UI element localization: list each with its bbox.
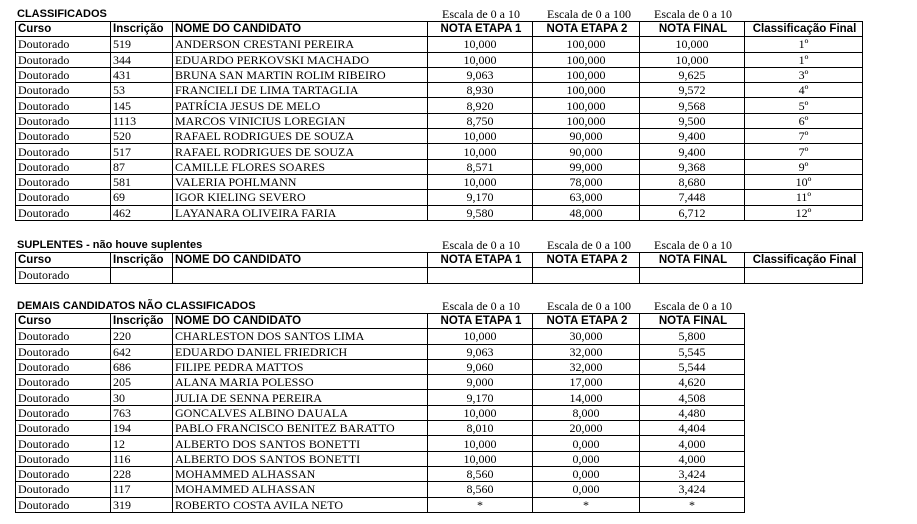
cell-inscricao: 53: [111, 83, 173, 98]
cell-nota1: 10,000: [428, 451, 533, 466]
suplentes-table: [15, 252, 863, 284]
cell-nota1: *: [428, 497, 533, 512]
cell-curso: Doutorado: [16, 52, 111, 67]
table-row: [16, 67, 863, 82]
col-header-nota2: NOTA ETAPA 2: [533, 314, 640, 329]
cell-classificacao: 9º: [745, 159, 863, 174]
cell-inscricao: 117: [111, 482, 173, 497]
cell-inscricao: 116: [111, 451, 173, 466]
cell-inscricao: 194: [111, 421, 173, 436]
cell-nota1: 8,930: [428, 83, 533, 98]
cell-nota-final: 5,800: [640, 329, 745, 344]
cell-nome: CHARLESTON DOS SANTOS LIMA: [173, 329, 428, 344]
cell-nota-final: 10,000: [640, 52, 745, 67]
cell-nota-final: 9,400: [640, 129, 745, 144]
section-header: [15, 299, 745, 313]
cell-nome: GONCALVES ALBINO DAUALA: [173, 405, 428, 420]
cell-inscricao: 30: [111, 390, 173, 405]
cell-nome: MARCOS VINICIUS LOREGIAN: [173, 113, 428, 128]
cell-nota2: 78,000: [533, 174, 640, 189]
cell-nome: MOHAMMED ALHASSAN: [173, 482, 428, 497]
cell-classificacao: 7º: [745, 144, 863, 159]
cell-classificacao: [745, 268, 863, 283]
table-row: [16, 98, 863, 113]
col-header-inscricao: Inscrição: [111, 314, 173, 329]
cell-curso: Doutorado: [16, 205, 111, 220]
cell-nota1: 9,063: [428, 344, 533, 359]
cell-nota2: 20,000: [533, 421, 640, 436]
cell-inscricao: 344: [111, 52, 173, 67]
cell-nome: FILIPE PEDRA MATTOS: [173, 359, 428, 374]
cell-nota-final: 3,424: [640, 466, 745, 481]
section-demais: [15, 299, 745, 513]
cell-inscricao: 642: [111, 344, 173, 359]
cell-nota2: 0,000: [533, 482, 640, 497]
cell-nota1: 8,560: [428, 466, 533, 481]
section-suplentes: [15, 238, 863, 284]
cell-nota2: 63,000: [533, 190, 640, 205]
table-row: [16, 359, 745, 374]
cell-nome: RAFAEL RODRIGUES DE SOUZA: [173, 129, 428, 144]
cell-nota1: 10,000: [428, 129, 533, 144]
cell-nome: ROBERTO COSTA AVILA NETO: [173, 497, 428, 512]
table-row: [16, 52, 863, 67]
cell-nota1: 9,170: [428, 190, 533, 205]
cell-nota2: 100,000: [533, 52, 640, 67]
cell-curso: Doutorado: [16, 436, 111, 451]
table-row: [16, 390, 745, 405]
table-row: [16, 451, 745, 466]
col-header-nota1: NOTA ETAPA 1: [428, 253, 533, 268]
cell-inscricao: 205: [111, 375, 173, 390]
cell-nota1: [428, 268, 533, 283]
col-header-nome: NOME DO CANDIDATO: [173, 253, 428, 268]
cell-nota-final: 6,712: [640, 205, 745, 220]
cell-nota1: 9,580: [428, 205, 533, 220]
cell-classificacao: 11º: [745, 190, 863, 205]
section-classificados: [15, 7, 863, 221]
scale-label-final: Escala de 0 a 10: [654, 238, 732, 252]
cell-curso: Doutorado: [16, 83, 111, 98]
cell-nota1: 9,063: [428, 67, 533, 82]
cell-nota2: 100,000: [533, 113, 640, 128]
cell-inscricao: 228: [111, 466, 173, 481]
cell-curso: Doutorado: [16, 159, 111, 174]
cell-inscricao: 517: [111, 144, 173, 159]
cell-nota-final: 10,000: [640, 37, 745, 52]
col-header-nota2: NOTA ETAPA 2: [533, 22, 640, 37]
table-row: [16, 436, 745, 451]
table-row: [16, 268, 863, 283]
cell-nome: ALBERTO DOS SANTOS BONETTI: [173, 436, 428, 451]
col-header-nota1: NOTA ETAPA 1: [428, 22, 533, 37]
cell-nota-final: 4,508: [640, 390, 745, 405]
table-row: [16, 421, 745, 436]
scale-label-final: Escala de 0 a 10: [654, 7, 732, 21]
cell-nota2: 0,000: [533, 436, 640, 451]
cell-nota1: 10,000: [428, 436, 533, 451]
cell-nome: PABLO FRANCISCO BENITEZ BARATTO: [173, 421, 428, 436]
col-header-nota2: NOTA ETAPA 2: [533, 253, 640, 268]
cell-classificacao: 12º: [745, 205, 863, 220]
cell-nota1: 9,000: [428, 375, 533, 390]
table-row: [16, 375, 745, 390]
cell-nota2: 99,000: [533, 159, 640, 174]
cell-nome: MOHAMMED ALHASSAN: [173, 466, 428, 481]
section-title: DEMAIS CANDIDATOS NÃO CLASSIFICADOS: [17, 300, 256, 312]
table-row: [16, 159, 863, 174]
classificados-table: [15, 21, 863, 221]
cell-curso: Doutorado: [16, 497, 111, 512]
cell-curso: Doutorado: [16, 98, 111, 113]
cell-nome: FRANCIELI DE LIMA TARTAGLIA: [173, 83, 428, 98]
section-title: SUPLENTES - não houve suplentes: [17, 239, 203, 251]
cell-nota1: 10,000: [428, 144, 533, 159]
cell-nota1: 10,000: [428, 174, 533, 189]
cell-inscricao: 69: [111, 190, 173, 205]
cell-curso: Doutorado: [16, 359, 111, 374]
cell-nota-final: 4,480: [640, 405, 745, 420]
section-header: [15, 7, 863, 21]
cell-nome: JULIA DE SENNA PEREIRA: [173, 390, 428, 405]
cell-nota2: 8,000: [533, 405, 640, 420]
cell-nota2: 100,000: [533, 83, 640, 98]
cell-nota-final: 4,000: [640, 436, 745, 451]
col-header-nota-final: NOTA FINAL: [640, 253, 745, 268]
demais-table: [15, 313, 745, 513]
cell-classificacao: 10º: [745, 174, 863, 189]
scale-label-etapa2: Escala de 0 a 100: [547, 238, 631, 252]
cell-nota-final: 9,568: [640, 98, 745, 113]
cell-nota2: 32,000: [533, 344, 640, 359]
cell-nome: RAFAEL RODRIGUES DE SOUZA: [173, 144, 428, 159]
cell-nota-final: [640, 268, 745, 283]
cell-nota1: 8,920: [428, 98, 533, 113]
header-row: [16, 22, 863, 37]
cell-curso: Doutorado: [16, 375, 111, 390]
cell-nota-final: 9,572: [640, 83, 745, 98]
cell-nota1: 8,571: [428, 159, 533, 174]
table-row: [16, 344, 745, 359]
cell-inscricao: 220: [111, 329, 173, 344]
cell-inscricao: 145: [111, 98, 173, 113]
cell-curso: Doutorado: [16, 329, 111, 344]
cell-inscricao: [111, 268, 173, 283]
cell-nota-final: 9,400: [640, 144, 745, 159]
cell-inscricao: 581: [111, 174, 173, 189]
cell-inscricao: 431: [111, 67, 173, 82]
table-row: [16, 37, 863, 52]
col-header-nota1: NOTA ETAPA 1: [428, 314, 533, 329]
cell-nota1: 8,560: [428, 482, 533, 497]
cell-nota-final: *: [640, 497, 745, 512]
cell-inscricao: 1113: [111, 113, 173, 128]
cell-inscricao: 520: [111, 129, 173, 144]
col-header-nota-final: NOTA FINAL: [640, 314, 745, 329]
cell-nota2: 14,000: [533, 390, 640, 405]
cell-curso: Doutorado: [16, 113, 111, 128]
cell-classificacao: 3º: [745, 67, 863, 82]
table-row: [16, 113, 863, 128]
cell-nome: LAYANARA OLIVEIRA FARIA: [173, 205, 428, 220]
cell-nota1: 10,000: [428, 52, 533, 67]
cell-curso: Doutorado: [16, 144, 111, 159]
col-header-inscricao: Inscrição: [111, 253, 173, 268]
section-title: CLASSIFICADOS: [17, 8, 107, 20]
col-header-nota-final: NOTA FINAL: [640, 22, 745, 37]
cell-nota2: 0,000: [533, 466, 640, 481]
cell-curso: Doutorado: [16, 390, 111, 405]
table-row: [16, 205, 863, 220]
cell-curso: Doutorado: [16, 451, 111, 466]
cell-nota2: [533, 268, 640, 283]
cell-nota-final: 5,544: [640, 359, 745, 374]
cell-nome: CAMILLE FLORES SOARES: [173, 159, 428, 174]
cell-nota-final: 9,625: [640, 67, 745, 82]
table-row: [16, 482, 745, 497]
cell-nota-final: 4,404: [640, 421, 745, 436]
cell-nota2: 90,000: [533, 129, 640, 144]
cell-curso: Doutorado: [16, 37, 111, 52]
cell-nota-final: 4,620: [640, 375, 745, 390]
cell-nome: EDUARDO PERKOVSKI MACHADO: [173, 52, 428, 67]
header-row: [16, 314, 745, 329]
scale-label-etapa1: Escala de 0 a 10: [442, 238, 520, 252]
cell-inscricao: 519: [111, 37, 173, 52]
section-header: [15, 238, 863, 252]
table-row: [16, 144, 863, 159]
cell-curso: Doutorado: [16, 466, 111, 481]
cell-nota-final: 9,368: [640, 159, 745, 174]
cell-classificacao: 1º: [745, 52, 863, 67]
table-row: [16, 497, 745, 512]
cell-nota-final: 3,424: [640, 482, 745, 497]
cell-nota2: 100,000: [533, 37, 640, 52]
cell-nome: BRUNA SAN MARTIN ROLIM RIBEIRO: [173, 67, 428, 82]
cell-nota-final: 9,500: [640, 113, 745, 128]
table-row: [16, 174, 863, 189]
col-header-curso: Curso: [16, 314, 111, 329]
col-header-nome: NOME DO CANDIDATO: [173, 22, 428, 37]
cell-nome: EDUARDO DANIEL FRIEDRICH: [173, 344, 428, 359]
cell-nome: ANDERSON CRESTANI PEREIRA: [173, 37, 428, 52]
table-row: [16, 466, 745, 481]
cell-nome: [173, 268, 428, 283]
cell-nota1: 8,010: [428, 421, 533, 436]
col-header-nome: NOME DO CANDIDATO: [173, 314, 428, 329]
cell-nota2: 100,000: [533, 98, 640, 113]
cell-nota1: 8,750: [428, 113, 533, 128]
table-row: [16, 129, 863, 144]
table-row: [16, 405, 745, 420]
cell-nome: IGOR KIELING SEVERO: [173, 190, 428, 205]
table-row: [16, 83, 863, 98]
cell-classificacao: 5º: [745, 98, 863, 113]
cell-nota1: 10,000: [428, 405, 533, 420]
cell-nome: VALERIA POHLMANN: [173, 174, 428, 189]
cell-curso: Doutorado: [16, 421, 111, 436]
cell-nota2: 100,000: [533, 67, 640, 82]
cell-nota2: 32,000: [533, 359, 640, 374]
cell-curso: Doutorado: [16, 268, 111, 283]
scale-label-etapa1: Escala de 0 a 10: [442, 7, 520, 21]
col-header-classificacao: Classificação Final: [745, 253, 863, 268]
cell-nota-final: 7,448: [640, 190, 745, 205]
cell-curso: Doutorado: [16, 174, 111, 189]
cell-inscricao: 686: [111, 359, 173, 374]
cell-inscricao: 87: [111, 159, 173, 174]
col-header-inscricao: Inscrição: [111, 22, 173, 37]
cell-nota1: 9,060: [428, 359, 533, 374]
cell-curso: Doutorado: [16, 344, 111, 359]
cell-classificacao: 1º: [745, 37, 863, 52]
cell-classificacao: 7º: [745, 129, 863, 144]
col-header-curso: Curso: [16, 253, 111, 268]
cell-curso: Doutorado: [16, 190, 111, 205]
cell-curso: Doutorado: [16, 129, 111, 144]
scale-label-etapa2: Escala de 0 a 100: [547, 7, 631, 21]
cell-classificacao: 6º: [745, 113, 863, 128]
cell-nota2: 90,000: [533, 144, 640, 159]
col-header-classificacao: Classificação Final: [745, 22, 863, 37]
table-row: [16, 190, 863, 205]
scale-label-final: Escala de 0 a 10: [654, 299, 732, 313]
cell-inscricao: 763: [111, 405, 173, 420]
cell-inscricao: 462: [111, 205, 173, 220]
cell-nota-final: 4,000: [640, 451, 745, 466]
cell-nota-final: 5,545: [640, 344, 745, 359]
cell-nome: PATRÍCIA JESUS DE MELO: [173, 98, 428, 113]
cell-nota2: *: [533, 497, 640, 512]
cell-inscricao: 319: [111, 497, 173, 512]
cell-nome: ALBERTO DOS SANTOS BONETTI: [173, 451, 428, 466]
cell-nota2: 17,000: [533, 375, 640, 390]
cell-nota1: 10,000: [428, 329, 533, 344]
cell-curso: Doutorado: [16, 67, 111, 82]
cell-inscricao: 12: [111, 436, 173, 451]
header-row: [16, 253, 863, 268]
cell-nota1: 10,000: [428, 37, 533, 52]
cell-curso: Doutorado: [16, 405, 111, 420]
scale-label-etapa1: Escala de 0 a 10: [442, 299, 520, 313]
cell-nome: ALANA MARIA POLESSO: [173, 375, 428, 390]
cell-nota2: 0,000: [533, 451, 640, 466]
cell-nota2: 30,000: [533, 329, 640, 344]
cell-nota-final: 8,680: [640, 174, 745, 189]
cell-curso: Doutorado: [16, 482, 111, 497]
col-header-curso: Curso: [16, 22, 111, 37]
scale-label-etapa2: Escala de 0 a 100: [547, 299, 631, 313]
table-row: [16, 329, 745, 344]
cell-nota1: 9,170: [428, 390, 533, 405]
cell-nota2: 48,000: [533, 205, 640, 220]
cell-classificacao: 4º: [745, 83, 863, 98]
